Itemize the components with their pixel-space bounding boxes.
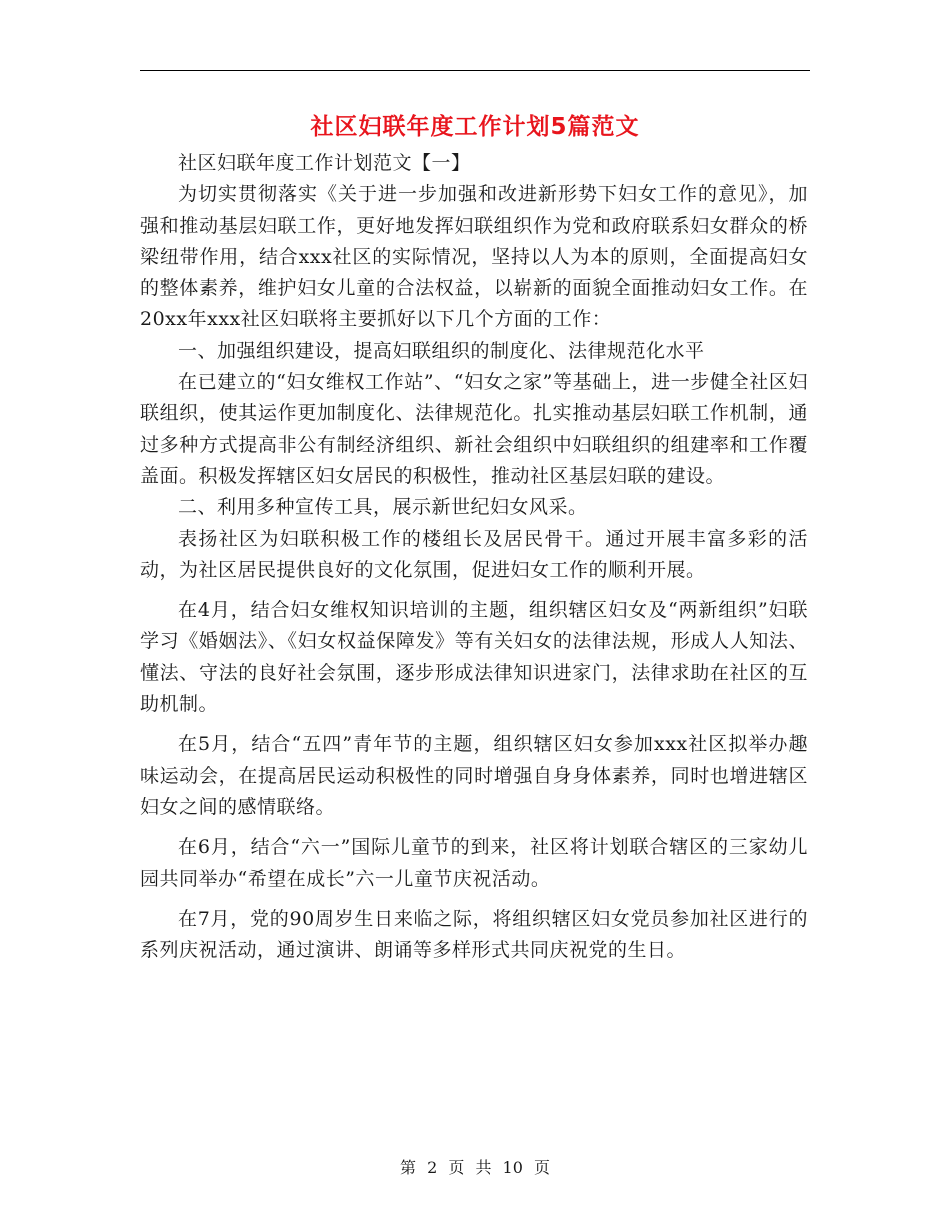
section-heading: 社区妇联年度工作计划范文【一】 (178, 152, 471, 174)
header-rule (140, 70, 810, 71)
page-footer: 第 2 页 共 10 页 (400, 1158, 550, 1177)
paragraph-july: 在7月，党的90周岁生日来临之际，将组织辖区妇女党员参加社区进行的系列庆祝活动，通过演讲、朗诵等多样形式共同庆祝党的生日。 (140, 907, 808, 962)
paragraph-june: 在6月，结合“六一”国际儿童节的到来，社区将计划联合辖区的三家幼儿园共同举办“希望在成长”六一儿童节庆祝活动。 (140, 836, 808, 890)
paragraph: 在已建立的“妇女维权工作站”、“妇女之家”等基础上，进一步健全社区妇联组织，使其运作更加制度化、法律规范化。扎实推动基层妇联工作机制，通过多种方式提高非公有制经济组织、新社会组织中妇联组织的组建率和工作覆盖面。积极发挥辖区妇女居民的积极性，推动社区基层妇联的建设。 (140, 371, 808, 487)
item-heading-2: 二、利用多种宣传工具，展示新世纪妇女风采。 (178, 496, 588, 519)
paragraph-may: 在5月，结合“五四”青年节的主题，组织辖区妇女参加xxx社区拟举办趣味运动会，在提高居民运动积极性的同时增强自身身体素养，同时也增进辖区妇女之间的感情联络。 (140, 733, 808, 818)
document-body (140, 148, 808, 966)
document-title: 社区妇联年度工作计划5篇范文 (310, 114, 640, 140)
paragraph-april: 在4月，结合妇女维权知识培训的主题，组织辖区妇女及“两新组织”妇联学习《婚姻法》、《妇女权益保障发》等有关妇女的法律法规，形成人人知法、懂法、守法的良好社会氛围，逐步形成法律知识进家门，法律求助在社区的互助机制。 (140, 599, 808, 716)
item-heading-1: 一、加强组织建设，提高妇联组织的制度化、法律规范化水平 (178, 339, 705, 362)
paragraph: 表扬社区为妇联积极工作的楼组长及居民骨干。通过开展丰富多彩的活动，为社区居民提供良好的文化氛围，促进妇女工作的顺利开展。 (140, 527, 808, 581)
paragraph-intro: 为切实贯彻落实《关于进一步加强和改进新形势下妇女工作的意见》，加强和推动基层妇联工作，更好地发挥妇联组织作为党和政府联系妇女群众的桥梁纽带作用，结合xxx社区的实际情况，坚持以人为本的原则，全面提高妇女的整体素养，维护妇女儿童的合法权益，以崭新的面貌全面推动妇女工作。在20xx年xxx社区妇联将主要抓好以下几个方面的工作： (140, 183, 808, 331)
